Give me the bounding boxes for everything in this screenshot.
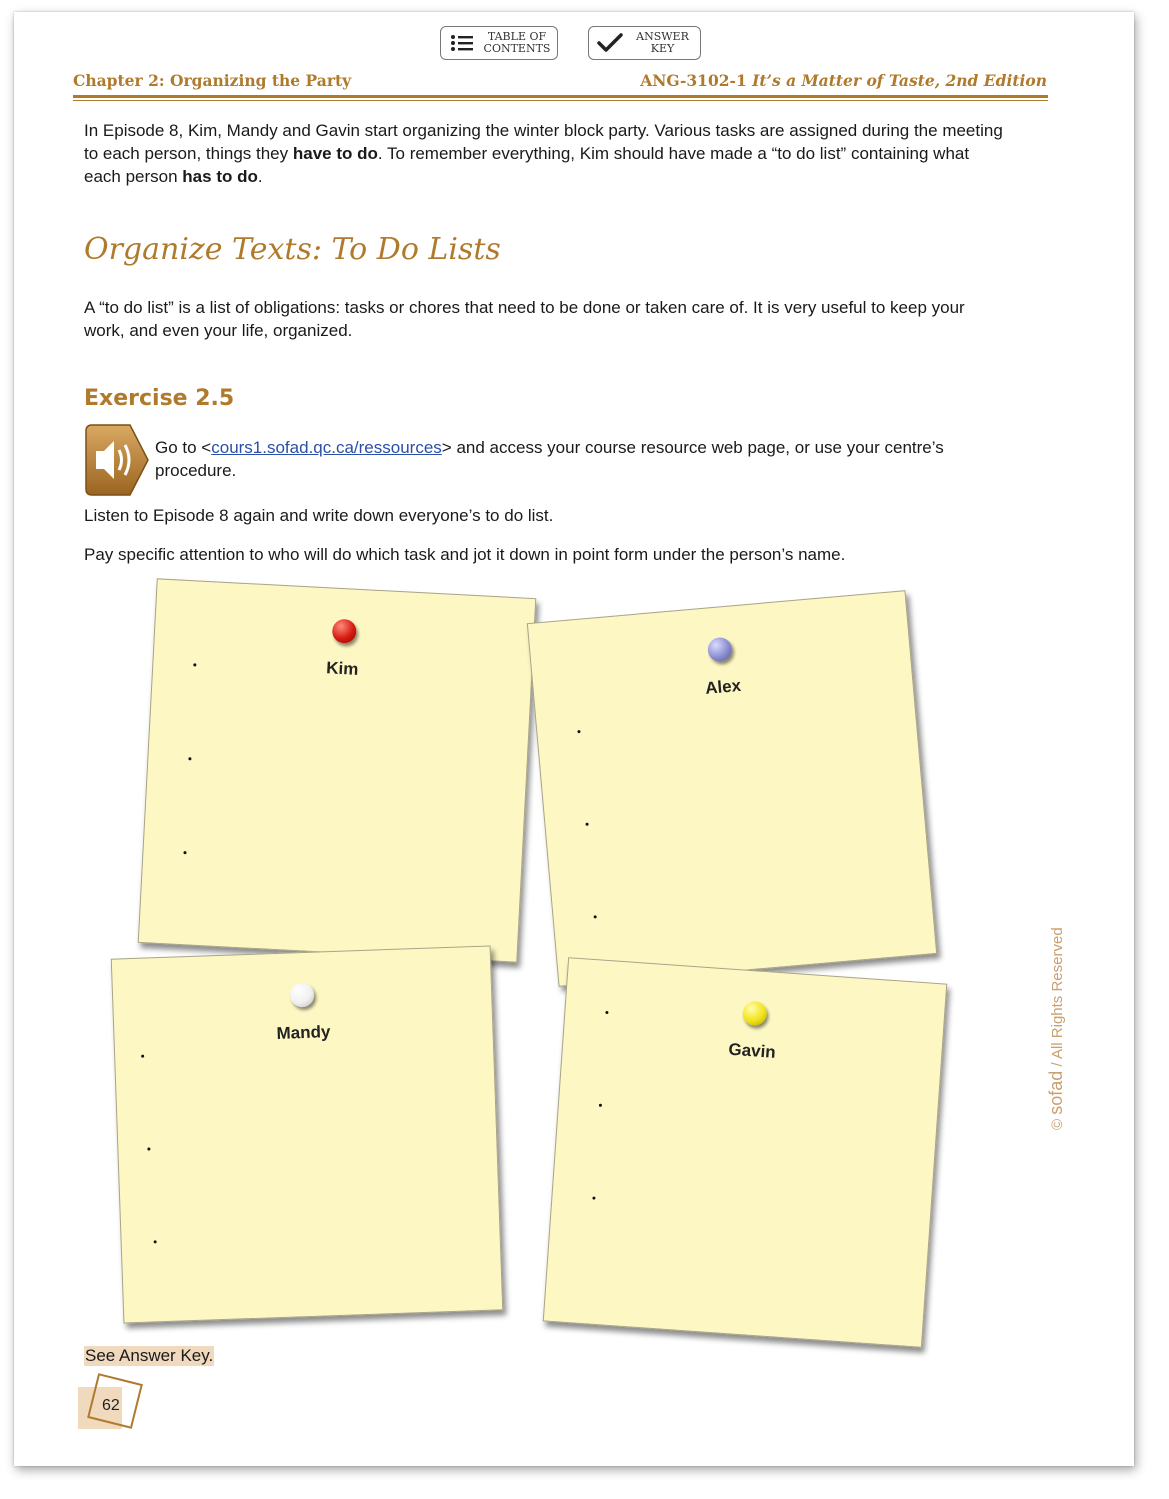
- bullet-point: [605, 1011, 608, 1014]
- resource-instruction: Go to <cours1.sofad.qc.ca/ressources> and access your course resource web page, or use your centre’s procedure.: [155, 438, 944, 480]
- page-number: 62: [102, 1397, 120, 1414]
- sticky-note-kim: [138, 578, 537, 962]
- bullet-point: [188, 757, 191, 760]
- bullet-point: [592, 1196, 595, 1199]
- bullet-point: [183, 851, 186, 854]
- section-title: Organize Texts: To Do Lists: [84, 232, 501, 267]
- attention-instruction: Pay specific attention to who will do which task and jot it down in point form under the person’s name.: [84, 545, 846, 564]
- sticky-note-gavin: [543, 957, 948, 1348]
- bullet-point: [585, 823, 588, 826]
- header-rule: [73, 95, 1048, 98]
- answer-key-label: ANSWER KEY: [636, 30, 689, 55]
- bullet-point: [594, 915, 597, 918]
- checkmark-icon: [595, 31, 625, 55]
- chapter-title: Chapter 2: Organizing the Party: [73, 71, 352, 90]
- white-pushpin-icon: [290, 983, 315, 1008]
- resource-link[interactable]: cours1.sofad.qc.ca/ressources: [211, 438, 442, 457]
- header-rule-thin: [73, 100, 1048, 101]
- definition-paragraph: A “to do list” is a list of obligations: tasks or chores that need to be done or taken care of. It is very useful to keep your work, and even your life, organized.: [84, 298, 965, 340]
- course-title: ANG-3102-1 It’s a Matter of Taste, 2nd Edition: [640, 71, 1047, 90]
- bullet-point: [599, 1104, 602, 1107]
- listen-instruction: Listen to Episode 8 again and write down everyone’s to do list.: [84, 506, 554, 525]
- audio-speaker-icon: [84, 423, 150, 497]
- sticky-note-mandy: [111, 945, 504, 1323]
- note-name: Alex: [704, 675, 742, 698]
- copyright-notice: © sofad / All Rights Reserved: [1046, 927, 1066, 1130]
- intro-paragraph: In Episode 8, Kim, Mandy and Gavin start organizing the winter block party. Various tasks are assigned during the meeting to each person, things they have to do. To remember everything, Kim should have made a “to do list” containing what each person has to do.: [84, 121, 1003, 186]
- sticky-note-alex: [527, 590, 937, 987]
- red-pushpin-icon: [332, 619, 357, 644]
- see-answer-key-link[interactable]: See Answer Key.: [85, 1346, 214, 1365]
- bullet-point: [154, 1240, 157, 1243]
- table-of-contents-button[interactable]: [440, 26, 558, 60]
- yellow-pushpin-icon: [742, 1001, 768, 1027]
- bullet-point: [141, 1055, 144, 1058]
- note-name: Gavin: [727, 1039, 777, 1062]
- note-name: Kim: [325, 658, 359, 679]
- toc-label: TABLE OF CONTENTS: [483, 30, 551, 55]
- note-name: Mandy: [276, 1022, 331, 1043]
- blue-pushpin-icon: [707, 637, 733, 663]
- bullet-point: [577, 730, 580, 733]
- list-icon: [447, 31, 477, 55]
- answer-key-button[interactable]: [588, 26, 701, 60]
- bullet-point: [147, 1147, 150, 1150]
- exercise-title: Exercise 2.5: [84, 386, 235, 411]
